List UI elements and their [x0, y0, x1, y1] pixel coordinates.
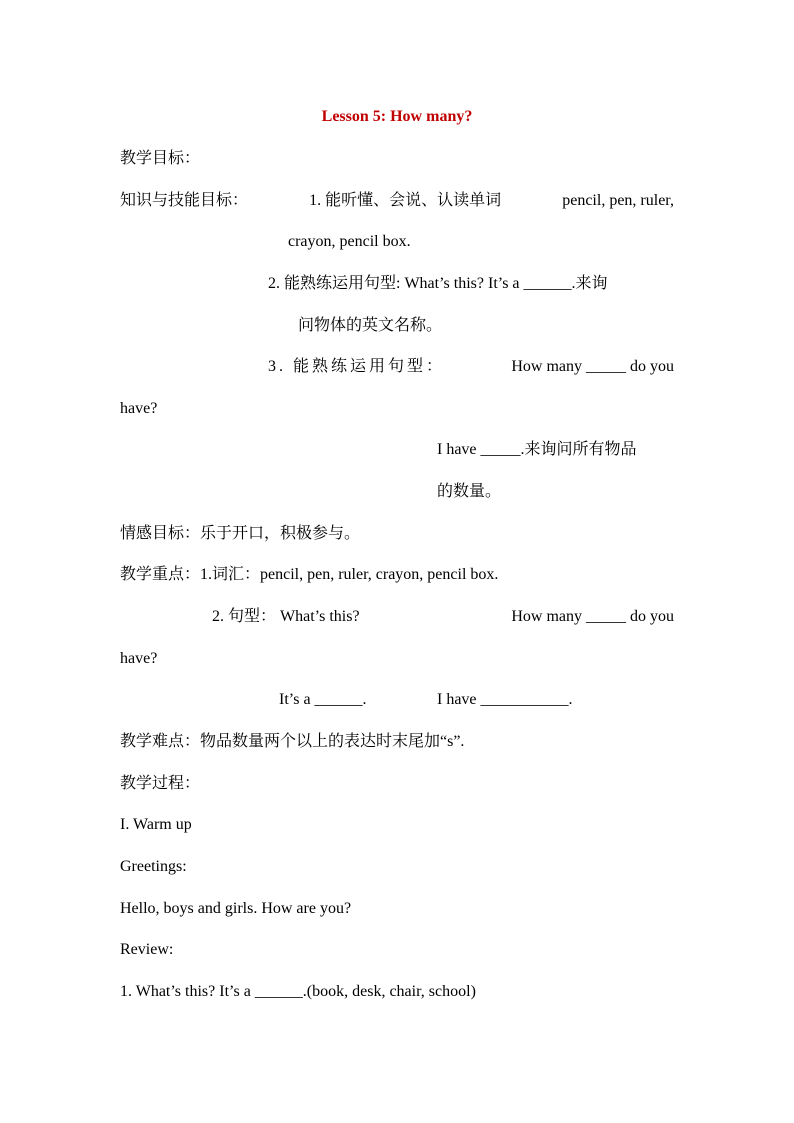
objective-1-continuation: crayon, pencil box.	[288, 233, 411, 250]
emotion-objective: 情感目标：乐于开口，积极参与。	[120, 525, 361, 542]
objective-3-line1	[268, 357, 674, 377]
knowledge-label: 知识与技能目标：	[120, 192, 249, 209]
key-points-line1: 教学重点：1.词汇：pencil, pen, ruler, crayon, pencil box.	[120, 566, 499, 583]
key-points-answer-a: It’s a ______.	[279, 691, 367, 708]
knowledge-objective-line	[120, 191, 674, 211]
key-points-answer-b: I have ___________.	[437, 691, 573, 708]
review-item-1: 1. What’s this? It’s a ______.(book, desk, chair, school)	[120, 983, 476, 1000]
objective-3-line3: I have _____.来询问所有物品	[437, 441, 637, 458]
review-heading: Review:	[120, 941, 174, 958]
objectives-heading: 教学目标：	[120, 150, 201, 167]
objective-2-line1: 2. 能熟练运用句型: What’s this? It’s a ______.来询	[268, 275, 608, 292]
key-points-pattern-a: 2. 句型： What’s this?	[212, 608, 360, 625]
objective-3-line2: have?	[120, 400, 158, 417]
process-heading: 教学过程：	[120, 775, 201, 792]
objective-3-part2: How many _____ do you	[511, 358, 674, 375]
objective-1-prefix: 1. 能听懂、会说、认读单词	[309, 192, 502, 209]
objective-3-part1: 3. 能熟练运用句型：	[268, 358, 446, 375]
page-title: Lesson 5: How many?	[321, 108, 473, 125]
objective-1-words: pencil, pen, ruler,	[562, 192, 674, 209]
key-points-line3: have?	[120, 650, 158, 667]
key-points-pattern-b: How many _____ do you	[511, 608, 674, 625]
warm-up-heading: I. Warm up	[120, 816, 192, 833]
difficulty-point: 教学难点：物品数量两个以上的表达时末尾加“s”.	[120, 733, 465, 750]
greeting-text: Hello, boys and girls. How are you?	[120, 900, 352, 917]
greetings-heading: Greetings:	[120, 858, 187, 875]
objective-2-line2: 问物体的英文名称。	[298, 317, 443, 334]
objective-3-line4: 的数量。	[437, 483, 502, 500]
